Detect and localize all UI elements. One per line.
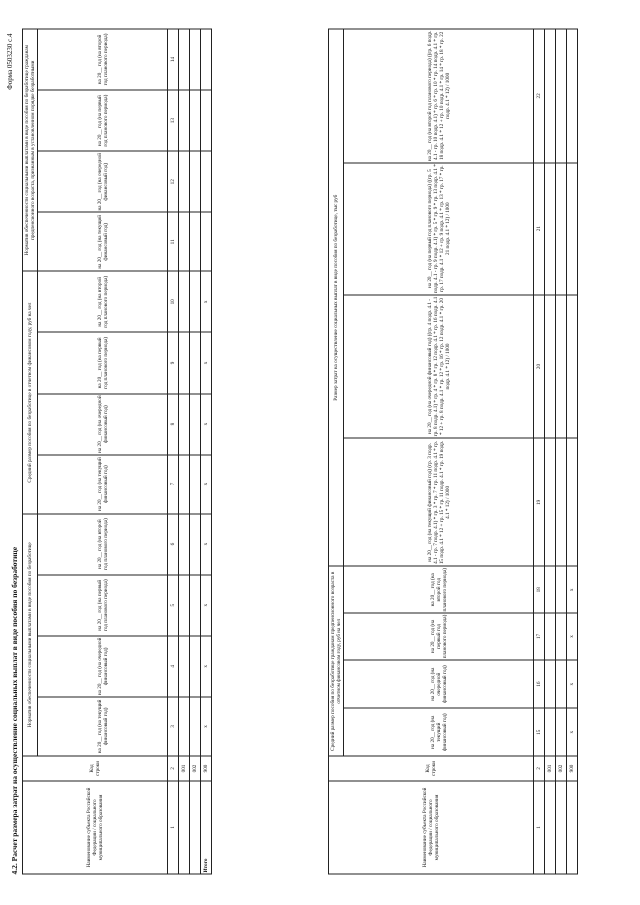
norms-table: [22, 29, 212, 875]
col-number: 11: [168, 212, 179, 271]
row-code: 002: [556, 756, 567, 781]
costs-table: [328, 29, 578, 875]
col-number: 20: [534, 295, 545, 439]
col-number: 7: [168, 455, 179, 514]
header-name: Наименование субъекта Российской Федерации / социального муниципального образования: [23, 781, 168, 874]
col-number: 13: [168, 90, 179, 151]
col-number: 2: [534, 756, 545, 781]
period-cell: на 20__ год (на очередной финансовый год): [38, 636, 168, 697]
period-cell: на 20__ год (на второй год планового периода): [344, 567, 534, 614]
period-cell: на 20__ год (на текущий финансовый год): [38, 455, 168, 514]
header-code: Код строки: [23, 756, 168, 781]
row-name: [545, 781, 556, 874]
period-cell: на 20__ год (на второй год планового периода): [38, 29, 168, 90]
row-code: 001: [179, 756, 190, 781]
form-number: Форма 0503230 с.4: [6, 33, 14, 90]
period-cell: на 20__ год (на очередной финансовый год): [38, 394, 168, 455]
total-row: 900 x x x x: [567, 29, 578, 874]
header-costs: Размер затрат на осуществление социальных выплат в виде пособия по безработице, тыс руб: [329, 29, 344, 567]
table-row: [545, 29, 556, 874]
header-avg: Средний размер пособия по безработице в отчетном финансовом году, руб на чел: [23, 271, 38, 513]
total-row: Итого 900 x x x x x x x x: [201, 29, 212, 874]
col-number: 8: [168, 394, 179, 455]
col-number: 19: [534, 438, 545, 566]
period-cell: на 20__ год (на первый год планового периода): [38, 90, 168, 151]
col-number: 15: [534, 708, 545, 756]
col-number: 10: [168, 271, 179, 332]
col-number: 1: [168, 781, 179, 874]
header-norm: Норматив обеспеченности социальными выплатами в виде пособия по безработице: [23, 514, 38, 756]
table-row: [190, 29, 201, 874]
col-number: 1: [534, 781, 545, 874]
col-number: 16: [534, 660, 545, 709]
col-number: 6: [168, 514, 179, 575]
col-number: 3: [168, 697, 179, 756]
table-row: [179, 29, 190, 874]
period-cell: на 20__ год (на второй год планового периода): [38, 271, 168, 332]
total-code: 900: [567, 756, 578, 781]
row-code: 001: [545, 756, 556, 781]
col-number: 22: [534, 29, 545, 163]
column-numbers-row: [534, 29, 545, 874]
formula-cell: на 20__ год (на второй год планового периода) ((гр. 6 подр. 4.1 - гр. 10 подр. 4.1) * гр. 6 * гр. 10 * гр. 14 подр. 4.1 * гр. 18 подр. 4.1 * 12 + гр. 10 подр. 4.1 * гр. 14 * гр. 18 * гр. 22 подр. 4.1 * 12) / 1000: [344, 29, 534, 163]
col-number: 9: [168, 332, 179, 393]
formula-cell: на 20__ год (на первый год планового периода) ((гр. 5 подр. 4.1 - гр. 9 подр. 4.1) * гр. 5 * гр. 9 * гр. 13 подр. 4.1 * гр. 17 подр. 4.1 * 12 + гр. 9 подр. 4.1 * гр. 13 * гр. 17 * гр. 21 подр. 4.1 * 12) / 1000: [344, 163, 534, 295]
row-code: 002: [190, 756, 201, 781]
period-cell: на 20__ год (на текущий финансовый год): [344, 708, 534, 756]
col-number: 5: [168, 575, 179, 636]
row-name: [190, 781, 201, 874]
col-number: 14: [168, 29, 179, 90]
header-name: Наименование субъекта Российской Федерации / социального муниципального образования: [329, 781, 534, 874]
col-number: 2: [168, 756, 179, 781]
formula-cell: на 20__ год (на текущий финансовый год) (гр. 3 подр. 4.1 - гр. 7 подр. 4.1) * гр. 3 * гр. 7 * гр. 11 подр. 4.1 * гр. 15 подр. 4.1 * 12 + гр. 15 * гр. 11 подр. 4.1 * гр. 19 подр. 4.1 * 12) / 1000: [344, 438, 534, 566]
row-name: [556, 781, 567, 874]
total-label: [567, 781, 578, 874]
col-number: 4: [168, 636, 179, 697]
period-cell: на 20__ год (на текущий финансовый год): [38, 212, 168, 271]
total-code: 900: [201, 756, 212, 781]
col-number: 17: [534, 613, 545, 660]
col-number: 18: [534, 567, 545, 614]
table-row: [556, 29, 567, 874]
period-cell: на 20__ год (на очередной финансовый год): [344, 660, 534, 709]
row-name: [179, 781, 190, 874]
col-number: 21: [534, 163, 545, 295]
header-code: Код строки: [329, 756, 534, 781]
period-cell: на 20__ год (на очередной финансовый год): [38, 151, 168, 212]
period-cell: на 20__ год (на первый год планового периода): [344, 613, 534, 660]
col-number: 12: [168, 151, 179, 212]
period-cell: на 20__ год (на второй год планового периода): [38, 514, 168, 575]
formula-cell: на 20__ год (на очередной финансовый год) ((гр. 4 подр. 4.1 - гр. 8 подр. 4.1) * гр. 4 * гр. 8 * гр. 12 подр. 4.1 * гр. 16 подр. 4.1 * 12 + гр. 8 подр. 4.1 * гр. 12 * гр. 16 * гр. 12 подр. 4.1 * гр. 20 подр. 4.1 * 12) / 1000: [344, 295, 534, 439]
section-title: 4.2. Расчет размера затрат на осуществление социальных выплат в виде пособия по безработице: [10, 546, 19, 875]
period-cell: на 20__ год (на текущий финансовый год): [38, 697, 168, 756]
period-cell: на 20__ год (на первый год планового периода): [38, 575, 168, 636]
header-avg-pre: Средний размер пособия по безработице гражданам предпенсионного возраста в отчетном финансовом году, руб на чел: [329, 567, 344, 757]
period-cell: на 20__ год (на первый год планового периода): [38, 332, 168, 393]
total-label: Итого: [201, 781, 212, 874]
column-numbers-row: [168, 29, 179, 874]
header-norm-pre: Норматив обеспеченности социальными выплатами в виде пособия по безработице гражданам предпенсионного возраста, признанным в установленном порядке безработными: [23, 29, 38, 271]
